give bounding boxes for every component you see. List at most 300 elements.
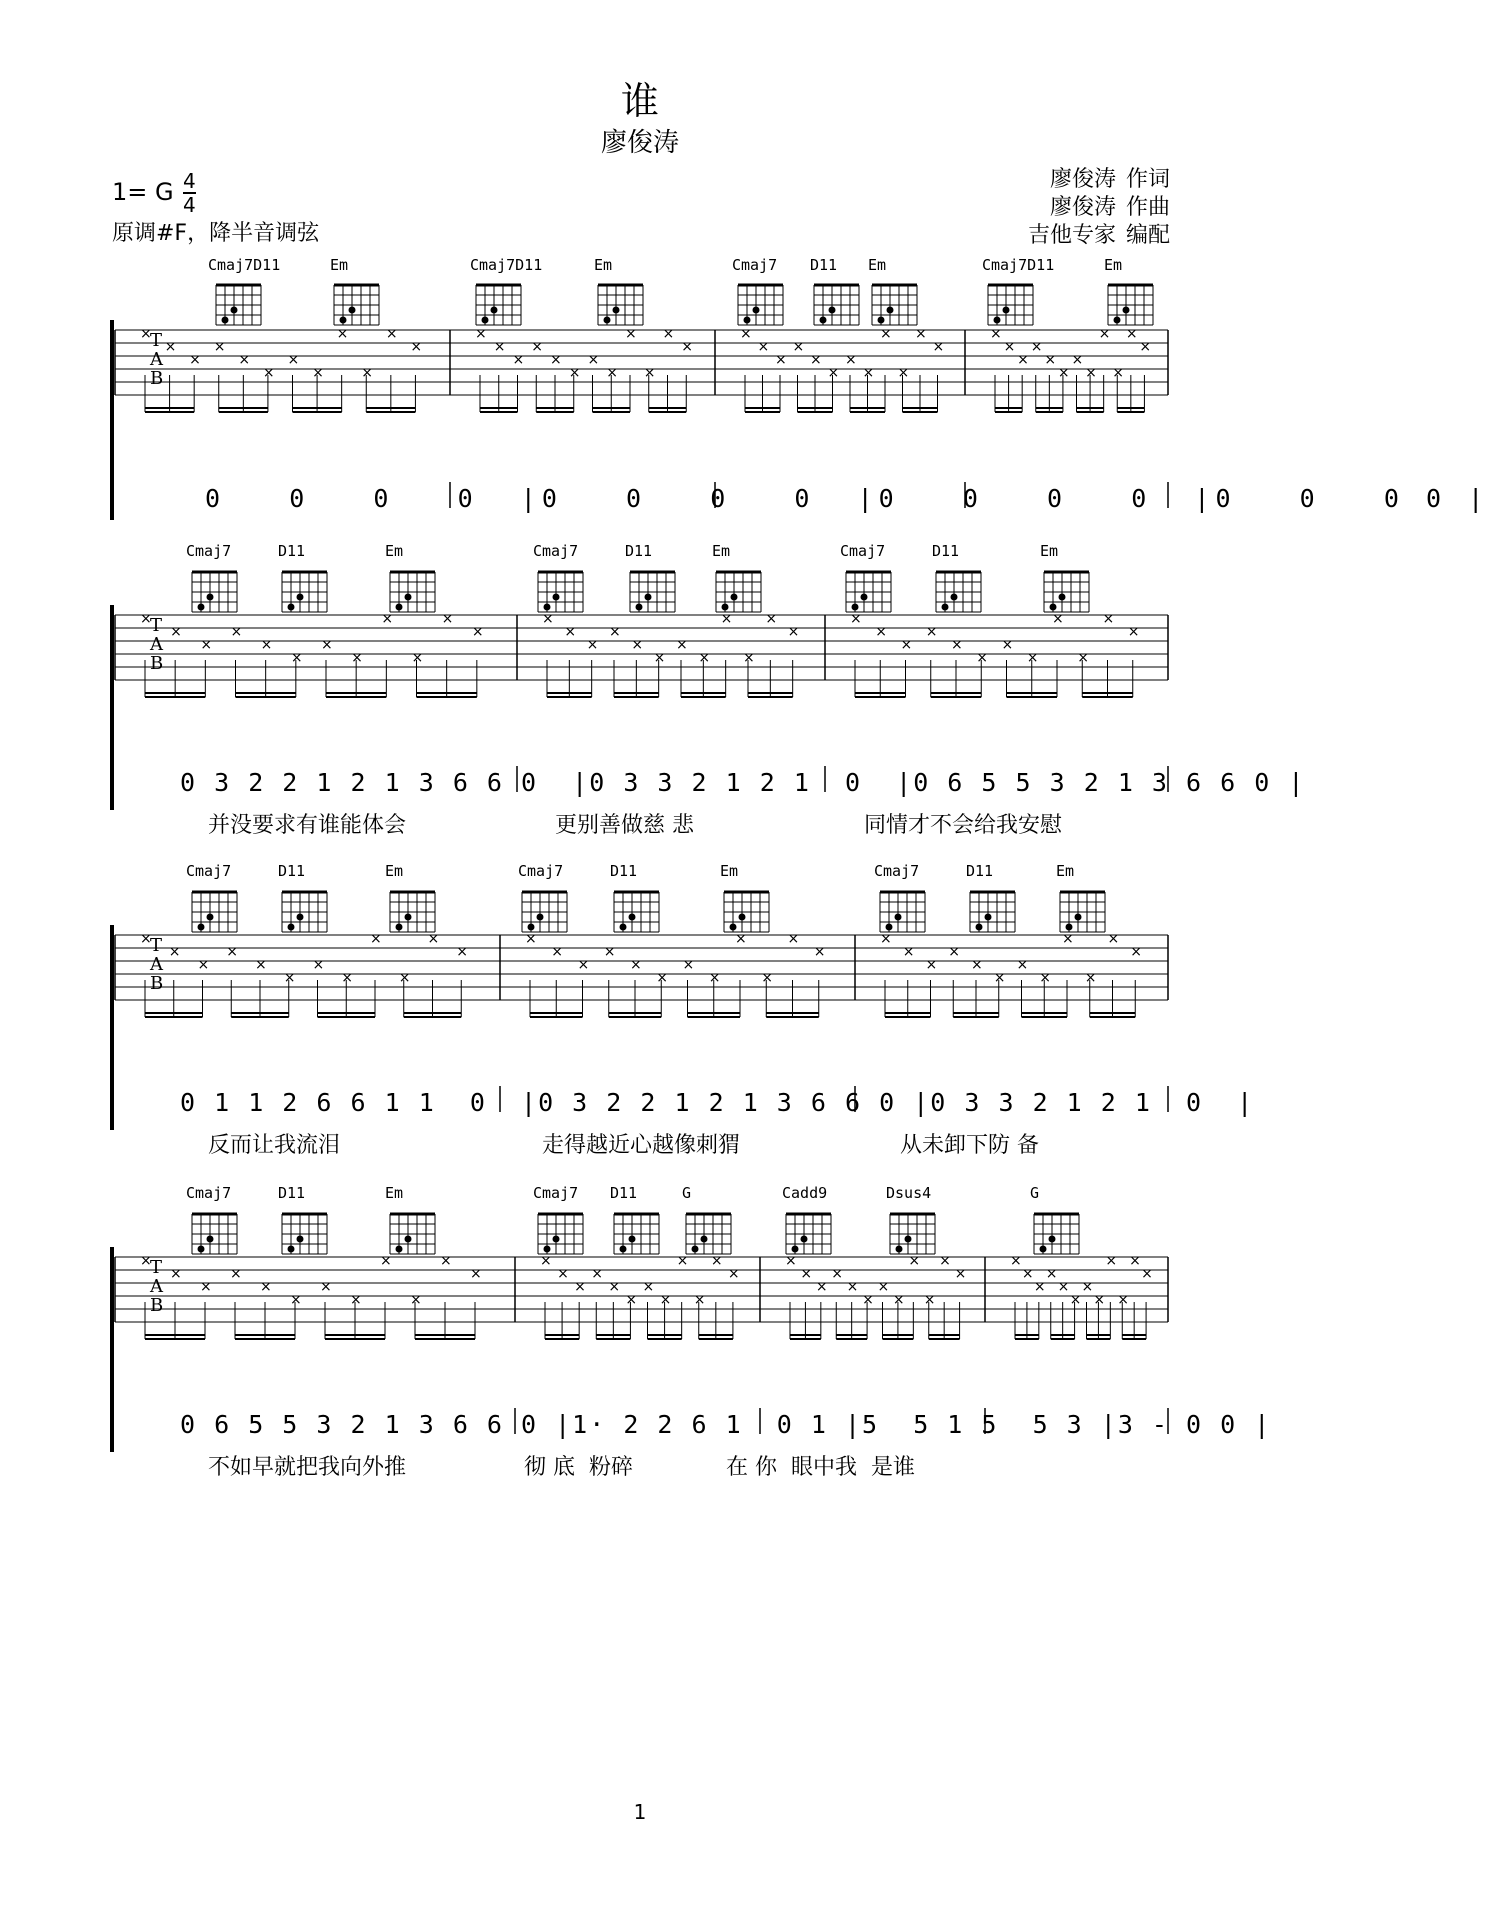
chord-diagram-dot (207, 914, 214, 921)
chord-diagram-dot (297, 914, 304, 921)
chord-diagram-dot (629, 1236, 636, 1243)
chord-diagram-dot (396, 604, 403, 611)
tab-note-mark: × (810, 352, 822, 368)
tab-clef-letter: B (150, 368, 164, 389)
tab-note-mark: × (631, 637, 644, 653)
chord-diagram-dot (731, 594, 738, 601)
chord-label: Cmaj7D11 (470, 256, 543, 274)
tab-note-mark: × (312, 365, 324, 381)
lyrics-line: 在 你 眼中我 是谁 (726, 1455, 915, 1480)
tab-note-mark: × (230, 1266, 242, 1282)
tab-note-mark: × (608, 1279, 621, 1295)
tab-note-mark: × (170, 1266, 182, 1282)
tab-note-mark: × (1045, 1266, 1058, 1282)
chord-label: G (682, 1184, 692, 1202)
chord-diagram-dot (951, 594, 958, 601)
tab-note-mark: × (659, 1292, 672, 1308)
chord-diagram-dot (288, 924, 295, 931)
chord-diagram-dot (297, 1236, 304, 1243)
chord-diagram-dot (613, 307, 620, 314)
chord-diagram-dot (604, 317, 611, 324)
chord-diagram-dot (207, 1236, 214, 1243)
chord-diagram-dot (553, 594, 560, 601)
tab-note-mark: × (557, 1266, 569, 1282)
chord-diagram-dot (629, 914, 636, 921)
chord-diagram-dot (994, 317, 1001, 324)
chord-label: Cmaj7 (533, 542, 579, 560)
lyrics-line: 反而让我流泪 (208, 1133, 341, 1158)
tab-note-mark: × (923, 1292, 936, 1308)
tab-note-mark: × (1057, 1279, 1070, 1295)
chord-label: D11 (610, 862, 638, 880)
chord-diagram-dot (861, 594, 868, 601)
chord-label: D11 (932, 542, 960, 560)
chord-diagram-dot (198, 1246, 205, 1253)
tab-note-mark: × (287, 352, 300, 368)
tab-clef-letter: B (150, 973, 164, 994)
chord-diagram-dot (405, 914, 412, 921)
jianpu-notes: 0 6 5 5 3 2 1 3 6 6 0 |1· 2 2 6 1 0 1 |5 5 1 5 5 3 |3 - 0 0 | (180, 1410, 1272, 1439)
tab-note-mark: × (775, 352, 787, 368)
time-numerator: 4 (183, 169, 196, 193)
tab-note-mark: × (792, 339, 805, 355)
tab-note-mark: × (1039, 970, 1051, 986)
tab-note-mark: × (512, 352, 525, 368)
chord-label: G (1030, 1184, 1040, 1202)
tab-note-mark: × (1069, 1292, 1082, 1308)
tab-note-mark: × (170, 624, 182, 640)
tab-note-mark: × (892, 1292, 905, 1308)
tab-note-mark: × (813, 944, 826, 960)
tab-note-mark: × (470, 1266, 482, 1282)
chord-diagram-dot (1059, 594, 1066, 601)
tab-clef-letter: T (150, 1257, 163, 1278)
tab-note-mark: × (471, 624, 484, 640)
tab-note-mark: × (609, 624, 621, 640)
tab-clef-letter: T (150, 330, 163, 351)
tab-note-mark: × (603, 944, 616, 960)
tab-note-mark: × (312, 957, 325, 973)
tab-note-mark: × (630, 957, 642, 973)
tab-note-mark: × (475, 326, 487, 342)
tab-note-mark: × (197, 957, 210, 973)
tab-note-mark: × (1105, 1253, 1118, 1269)
tab-note-mark: × (710, 1253, 723, 1269)
tab-note-mark: × (441, 611, 454, 627)
chord-label: Cmaj7 (840, 542, 886, 560)
tab-note-mark: × (1084, 970, 1097, 986)
chord-diagram-dot (222, 317, 229, 324)
chord-label: Em (385, 1184, 404, 1202)
jianpu-notes: 0 3 2 2 1 2 1 3 6 6 0 |0 3 3 2 1 2 1 0 |0 6 5 5 3 2 1 3 6 6 0 | (180, 768, 1306, 797)
tab-note-mark: × (361, 365, 373, 381)
tab-note-mark: × (1141, 1266, 1153, 1282)
tab-note-mark: × (1081, 1279, 1094, 1295)
tab-clef-letter: A (150, 1276, 163, 1297)
chord-diagram-dot (491, 307, 498, 314)
tab-note-mark: × (698, 650, 711, 666)
tab-note-mark: × (456, 944, 468, 960)
tab-note-mark: × (877, 1279, 890, 1295)
chord-label: Cmaj7 (186, 1184, 232, 1202)
credit-music: 廖俊涛 作曲 (1049, 195, 1170, 220)
chord-diagram-dot (482, 317, 489, 324)
tab-note-mark: × (1085, 365, 1097, 381)
tab-note-mark: × (1052, 611, 1064, 627)
jianpu-notes: 0 1 1 2 6 6 1 1 0 |0 3 2 2 1 2 1 3 6 6 0 |0 3 3 2 1 2 1 0 | (180, 1088, 1255, 1117)
tab-note-mark: × (290, 1292, 302, 1308)
tab-note-mark: × (908, 1253, 921, 1269)
tab-note-mark: × (1021, 1266, 1034, 1282)
artist-name: 廖俊涛 (600, 128, 679, 158)
tab-note-mark: × (385, 326, 398, 342)
chord-label: Em (594, 256, 613, 274)
chord-diagram-dot (701, 1236, 708, 1243)
tab-note-mark: × (164, 339, 177, 355)
chord-label: D11 (278, 1184, 306, 1202)
lyrics-line: 从未卸下防 备 (900, 1133, 1039, 1158)
chord-diagram-dot (645, 594, 652, 601)
page-number: 1 (633, 1800, 647, 1824)
chord-label: Cmaj7 (732, 256, 778, 274)
tab-note-mark: × (542, 611, 554, 627)
chord-diagram-dot (553, 1236, 560, 1243)
tab-clef-letter: B (150, 653, 164, 674)
tab-note-mark: × (676, 1253, 689, 1269)
chord-diagram-dot (942, 604, 949, 611)
tab-clef-letter: T (150, 615, 163, 636)
chord-diagram-dot (801, 1236, 808, 1243)
tab-note-mark: × (381, 611, 394, 627)
tab-note-mark: × (846, 1279, 859, 1295)
chord-label: Cadd9 (782, 1184, 828, 1202)
tab-note-mark: × (568, 365, 581, 381)
tab-note-mark: × (735, 931, 747, 947)
tab-note-mark: × (915, 326, 927, 342)
chord-diagram-dot (1114, 317, 1121, 324)
tab-note-mark: × (676, 637, 688, 653)
chord-label: Em (330, 256, 349, 274)
chord-label: Em (1104, 256, 1123, 274)
chord-label: Em (720, 862, 739, 880)
chord-diagram-dot (753, 307, 760, 314)
tab-note-mark: × (761, 970, 773, 986)
chord-label: Cmaj7 (518, 862, 564, 880)
tab-note-mark: × (951, 637, 963, 653)
tab-note-mark: × (1102, 611, 1115, 627)
tab-note-mark: × (643, 365, 656, 381)
tab-note-mark: × (850, 611, 862, 627)
tab-note-mark: × (230, 624, 243, 640)
chord-label: D11 (966, 862, 994, 880)
chord-diagram-dot (985, 914, 992, 921)
chord-diagram-dot (396, 924, 403, 931)
chord-diagram-dot (636, 604, 643, 611)
lyrics-line: 彻 底 粉碎 (524, 1455, 633, 1480)
tab-note-mark: × (954, 1266, 967, 1282)
tab-note-mark: × (440, 1253, 452, 1269)
chord-diagram-dot (231, 307, 238, 314)
tab-note-mark: × (827, 365, 840, 381)
tab-note-mark: × (290, 650, 303, 666)
tab-note-mark: × (321, 637, 333, 653)
tab-note-mark: × (531, 339, 543, 355)
tab-note-mark: × (410, 339, 423, 355)
chord-diagram-dot (198, 924, 205, 931)
chord-label: Em (712, 542, 731, 560)
chord-diagram-dot (620, 1246, 627, 1253)
chord-diagram-dot (297, 594, 304, 601)
tab-note-mark: × (350, 1292, 362, 1308)
tab-note-mark: × (862, 365, 875, 381)
chord-diagram-dot (886, 924, 893, 931)
tab-clef-letter: A (150, 349, 163, 370)
tab-note-mark: × (351, 650, 363, 666)
tab-note-mark: × (743, 650, 755, 666)
lyrics-line: 不如早就把我向外推 (208, 1455, 407, 1480)
time-denominator: 4 (183, 193, 196, 217)
chord-label: Cmaj7 (874, 862, 920, 880)
chord-label: D11 (278, 862, 306, 880)
chord-diagram-dot (288, 604, 295, 611)
chord-label: Cmaj7D11 (208, 256, 281, 274)
tab-note-mark: × (681, 339, 693, 355)
tab-note-mark: × (380, 1253, 392, 1269)
tab-note-mark: × (740, 326, 752, 342)
chord-diagram-dot (739, 914, 746, 921)
chord-diagram-dot (1050, 604, 1057, 611)
tab-note-mark: × (260, 1279, 272, 1295)
tab-note-mark: × (226, 944, 238, 960)
chord-diagram-dot (396, 1246, 403, 1253)
tab-note-mark: × (815, 1279, 828, 1295)
tab-note-mark: × (900, 637, 913, 653)
tab-note-mark: × (800, 1266, 813, 1282)
tab-note-mark: × (925, 624, 938, 640)
chord-label: Cmaj7 (186, 862, 232, 880)
tab-note-mark: × (564, 624, 577, 640)
tab-note-mark: × (341, 970, 353, 986)
original-key-note: 原调#F，降半音调弦 (112, 221, 320, 246)
tab-note-mark: × (642, 1279, 655, 1295)
tab-note-mark: × (1112, 365, 1124, 381)
tab-note-mark: × (200, 1279, 212, 1295)
tab-note-mark: × (1017, 352, 1029, 368)
tab-note-mark: × (591, 1266, 603, 1282)
chord-diagram-dot (878, 317, 885, 324)
chord-label: D11 (278, 542, 306, 560)
tab-note-mark: × (574, 1279, 586, 1295)
tab-note-mark: × (720, 611, 733, 627)
lyrics-line: 更别善做慈 悲 (555, 813, 694, 838)
tab-note-mark: × (1077, 650, 1089, 666)
tab-note-mark: × (1010, 1253, 1022, 1269)
tab-note-mark: × (427, 931, 440, 947)
tab-note-mark: × (606, 365, 618, 381)
tab-note-mark: × (693, 1292, 706, 1308)
tab-note-mark: × (540, 1253, 552, 1269)
tab-note-mark: × (370, 931, 382, 947)
tab-note-mark: × (140, 611, 152, 627)
tab-note-mark: × (586, 637, 599, 653)
tab-note-mark: × (1093, 1292, 1106, 1308)
chord-diagram-dot (198, 604, 205, 611)
lyrics-line: 走得越近心越像刺猬 (542, 1133, 741, 1158)
chord-diagram-dot (528, 924, 535, 931)
tab-note-mark: × (897, 365, 910, 381)
chord-diagram-dot (1123, 307, 1130, 314)
tab-note-mark: × (831, 1266, 843, 1282)
tab-note-mark: × (577, 957, 590, 973)
tab-note-mark: × (1129, 1253, 1141, 1269)
tab-note-mark: × (410, 1292, 422, 1308)
tab-note-mark: × (255, 957, 267, 973)
tab-note-mark: × (525, 931, 537, 947)
tab-note-mark: × (550, 352, 562, 368)
chord-label: Em (1056, 862, 1075, 880)
tab-note-mark: × (1003, 339, 1016, 355)
chord-diagram-dot (340, 317, 347, 324)
chord-diagram-dot (895, 914, 902, 921)
tab-note-mark: × (320, 1279, 332, 1295)
tab-note-mark: × (1026, 650, 1039, 666)
tab-note-mark: × (1139, 339, 1152, 355)
tab-note-mark: × (993, 970, 1006, 986)
tab-note-mark: × (948, 944, 960, 960)
tab-note-mark: × (398, 970, 411, 986)
tab-clef-letter: T (150, 935, 163, 956)
chord-diagram-dot (852, 604, 859, 611)
tab-note-mark: × (932, 339, 945, 355)
chord-label: D11 (625, 542, 653, 560)
chord-diagram-dot (905, 1236, 912, 1243)
tab-note-mark: × (662, 326, 675, 342)
chord-diagram-dot (976, 924, 983, 931)
tab-note-mark: × (787, 624, 800, 640)
jianpu-notes: 0 0 0 0 |0 0 0 0 |0 0 0 0 |0 0 0 0 | (205, 484, 1489, 513)
tab-note-mark: × (880, 326, 892, 342)
tab-note-mark: × (1098, 326, 1111, 342)
tab-note-mark: × (411, 650, 424, 666)
tab-note-mark: × (625, 1292, 638, 1308)
tab-note-mark: × (213, 339, 226, 355)
tab-note-mark: × (262, 365, 275, 381)
chord-diagram-dot (405, 1236, 412, 1243)
chord-diagram-dot (820, 317, 827, 324)
tab-note-mark: × (902, 944, 915, 960)
chord-diagram-dot (896, 1246, 903, 1253)
chord-diagram-dot (288, 1246, 295, 1253)
tab-note-mark: × (1127, 624, 1140, 640)
tab-note-mark: × (1016, 957, 1029, 973)
tab-note-mark: × (880, 931, 892, 947)
tab-note-mark: × (140, 1253, 152, 1269)
tab-note-mark: × (1117, 1292, 1129, 1308)
tab-note-mark: × (1033, 1279, 1046, 1295)
tab-clef-letter: A (150, 634, 163, 655)
tab-note-mark: × (283, 970, 296, 986)
tab-note-mark: × (168, 944, 181, 960)
key-signature: 1= G (112, 178, 174, 206)
chord-diagram-dot (730, 924, 737, 931)
tab-note-mark: × (1001, 637, 1014, 653)
credit-lyrics: 廖俊涛 作词 (1049, 167, 1170, 192)
tab-note-mark: × (656, 970, 668, 986)
tab-note-mark: × (493, 339, 506, 355)
chord-diagram-dot (207, 594, 214, 601)
tab-note-mark: × (200, 637, 213, 653)
tab-note-mark: × (939, 1253, 951, 1269)
tab-note-mark: × (862, 1292, 874, 1308)
chord-diagram-dot (692, 1246, 699, 1253)
chord-diagram-dot (1075, 914, 1082, 921)
chord-label: D11 (610, 1184, 638, 1202)
tab-note-mark: × (1057, 365, 1070, 381)
tab-note-mark: × (785, 1253, 797, 1269)
chord-label: D11 (810, 256, 838, 274)
chord-diagram-dot (744, 317, 751, 324)
chord-diagram-dot (349, 307, 356, 314)
chord-diagram-dot (792, 1246, 799, 1253)
tab-note-mark: × (1125, 326, 1138, 342)
tab-note-mark: × (551, 944, 563, 960)
chord-label: Dsus4 (886, 1184, 932, 1202)
chord-diagram-dot (887, 307, 894, 314)
tab-note-mark: × (260, 637, 273, 653)
tab-note-mark: × (845, 352, 857, 368)
chord-diagram-dot (722, 604, 729, 611)
chord-label: Em (385, 862, 404, 880)
chord-diagram-dot (537, 914, 544, 921)
chord-diagram-dot (544, 604, 551, 611)
tab-note-mark: × (990, 326, 1002, 342)
tab-note-mark: × (787, 931, 800, 947)
tab-note-mark: × (708, 970, 721, 986)
tab-note-mark: × (653, 650, 666, 666)
tab-note-mark: × (1130, 944, 1142, 960)
chord-diagram-dot (1066, 924, 1073, 931)
tab-note-mark: × (765, 611, 778, 627)
chord-diagram-dot (1040, 1246, 1047, 1253)
lyrics-line: 并没要求有谁能体会 (208, 813, 407, 838)
chord-label: Em (868, 256, 887, 274)
chord-diagram-dot (1049, 1236, 1056, 1243)
chord-label: Em (1040, 542, 1059, 560)
tab-note-mark: × (875, 624, 887, 640)
chord-diagram-dot (1003, 307, 1010, 314)
tab-note-mark: × (587, 352, 600, 368)
tab-note-mark: × (1107, 931, 1120, 947)
tab-note-mark: × (140, 931, 152, 947)
chord-label: Cmaj7D11 (982, 256, 1055, 274)
tab-note-mark: × (1044, 352, 1057, 368)
tab-note-mark: × (336, 326, 349, 342)
tab-note-mark: × (140, 326, 152, 342)
tab-note-mark: × (625, 326, 637, 342)
credit-arrangement: 吉他专家 编配 (1027, 223, 1170, 248)
tab-note-mark: × (238, 352, 251, 368)
chord-label: Cmaj7 (186, 542, 232, 560)
tab-clef-letter: B (150, 1295, 164, 1316)
tab-note-mark: × (971, 957, 983, 973)
tab-clef-letter: A (150, 954, 163, 975)
chord-label: Cmaj7 (533, 1184, 579, 1202)
tab-note-mark: × (1030, 339, 1043, 355)
tab-note-mark: × (682, 957, 695, 973)
chord-diagram-dot (829, 307, 836, 314)
tab-note-mark: × (189, 352, 201, 368)
chord-diagram-dot (544, 1246, 551, 1253)
